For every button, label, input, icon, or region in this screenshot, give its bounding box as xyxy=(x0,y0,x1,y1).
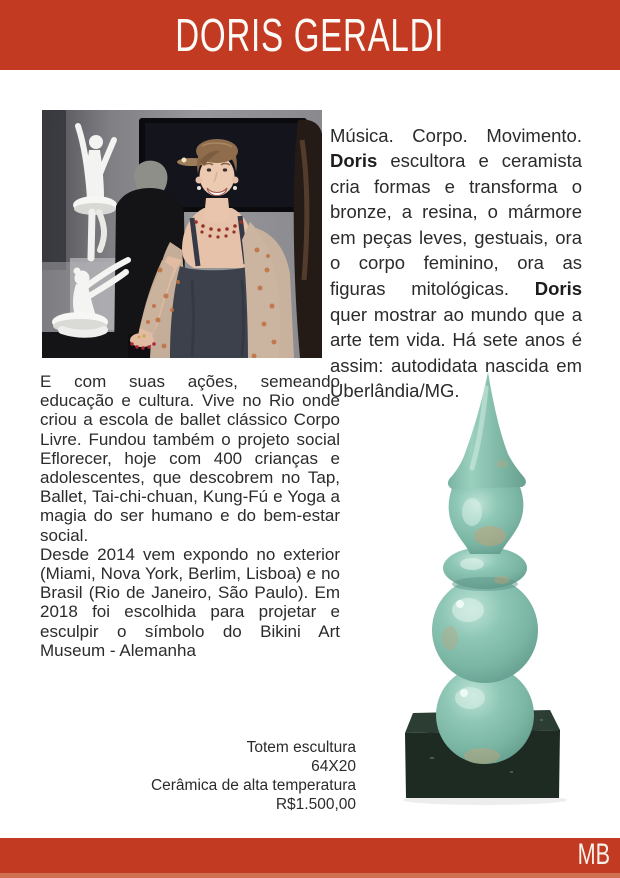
artist-name-bold: Doris xyxy=(534,278,582,300)
totem-photo xyxy=(390,368,580,808)
bio-paragraph-2: Desde 2014 vem expondo no exterior (Miami, Nova York, Berlim, Lisboa) e no Brasil (Rio de Janeiro, São Paulo). Em 2018 foi escolhida para projetar e esculpir o símbolo do Bikini Art Museum - Alemanha xyxy=(40,544,340,660)
intro-text: Música. Corpo. Movimento. xyxy=(330,124,582,146)
caption-artwork-title: Totem escultura xyxy=(246,739,356,756)
header-banner xyxy=(0,0,620,70)
totem-urn xyxy=(449,483,524,554)
page-title: DORIS GERALDI xyxy=(175,9,445,61)
caption-price: R$1.500,00 xyxy=(275,796,356,813)
doorway-shadow xyxy=(42,110,66,270)
brand-logo: MB xyxy=(577,838,610,871)
totem-illustration xyxy=(390,368,580,808)
footer-banner xyxy=(0,838,620,873)
caption-dimensions: 64X20 xyxy=(311,758,356,775)
intro-paragraph xyxy=(330,123,582,405)
artist-name-bold: Doris xyxy=(330,150,378,172)
bio-paragraph-1: E com suas ações, semeando educação e cultura. Vive no Rio onde criou a escola de ballet clássico Corpo Livre. Fundou também o projeto social Eflorecer, hoje com 400 crianças e adolescentes, que descobrem no Tap, Ballet, Tai-chi-chuan, Kung-Fú e Yoga a magia do ser humano e do bem-estar social. xyxy=(40,372,340,545)
intro-text: escultora e ceramista cria formas e transforma o bronze, a resina, o mármore em peças leves, gestuais, ora o corpo feminino, ora as figuras mitológicas. xyxy=(330,150,582,300)
bio-section xyxy=(40,372,340,660)
background-person xyxy=(294,120,322,358)
caption-material: Cerâmica de alta temperatura xyxy=(150,777,356,794)
footer-accent-strip xyxy=(0,873,620,878)
totem-cone xyxy=(448,372,526,489)
artist-photo xyxy=(42,110,322,358)
artist-photo-illustration xyxy=(42,110,322,358)
artwork-caption xyxy=(40,738,356,814)
intro-text: quer mostrar ao mundo que a arte tem vida. Há sete anos é assim: autodidata nascida em Uberlândia/MG. xyxy=(330,303,582,402)
totem-middle-sphere xyxy=(432,577,538,683)
